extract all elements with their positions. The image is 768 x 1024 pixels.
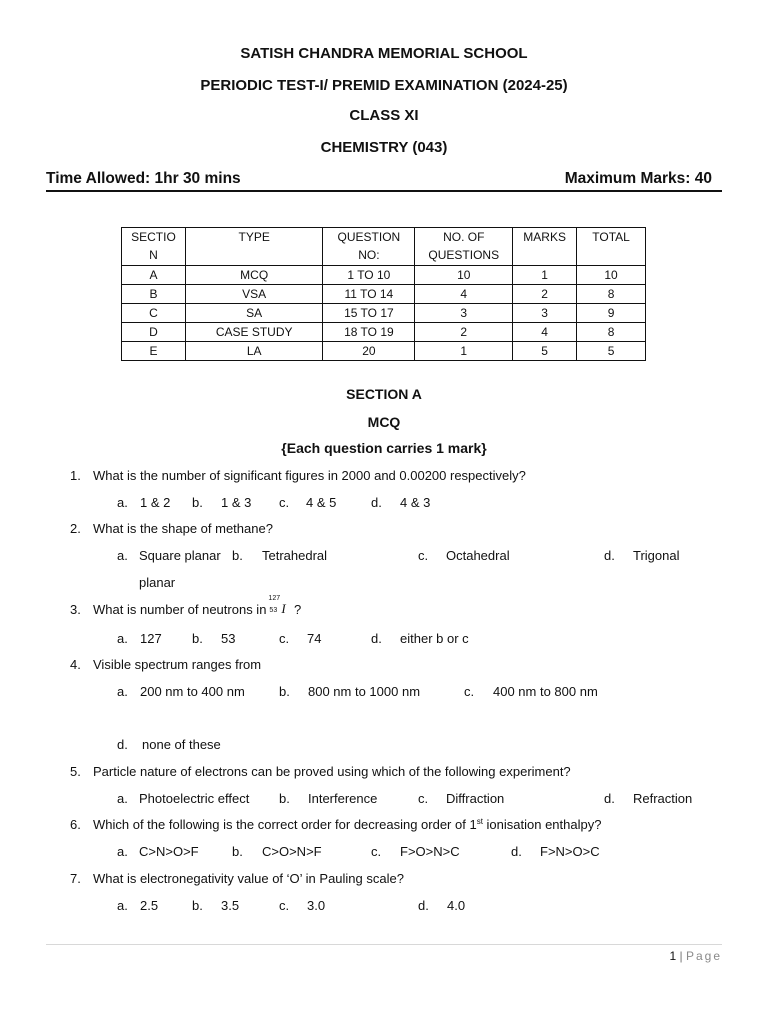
section-type: MCQ <box>367 414 401 430</box>
header-type: TYPE <box>185 228 323 266</box>
option-marker: c. <box>371 844 382 859</box>
option-marker: a. <box>117 791 128 806</box>
option-marker: d. <box>604 548 615 563</box>
option-text: Interference <box>308 791 378 806</box>
option-text: Refraction <box>633 791 693 806</box>
option-marker: a. <box>117 898 128 913</box>
option-text: 200 nm to 400 nm <box>140 684 245 699</box>
option-marker: b. <box>232 548 243 563</box>
option-marker: c. <box>464 684 475 699</box>
table-cell: D <box>122 323 186 342</box>
option-marker: b. <box>192 898 203 913</box>
school-name: SATISH CHANDRA MEMORIAL SCHOOL <box>240 45 528 62</box>
table-cell: 2 <box>415 323 513 342</box>
option-text: 400 nm to 800 nm <box>493 684 598 699</box>
option-text: 127 <box>140 631 162 646</box>
section-summary-table <box>121 227 646 361</box>
header-total: TOTAL <box>577 228 646 266</box>
question-text: What is number of neutrons in 127 53 I ? <box>93 594 302 617</box>
option-marker: c. <box>418 791 429 806</box>
option-marker: a. <box>117 495 128 510</box>
table-row <box>122 342 646 361</box>
table-cell: VSA <box>185 285 323 304</box>
table-cell: 4 <box>513 323 577 342</box>
table-cell: CASE STUDY <box>185 323 323 342</box>
question-text: What is the shape of methane? <box>93 521 273 536</box>
subject-label: CHEMISTRY (043) <box>320 139 448 156</box>
question-number: 3. <box>70 602 81 617</box>
table-cell: 10 <box>577 266 646 285</box>
option-marker: d. <box>371 495 382 510</box>
header-marks: MARKS <box>513 228 577 266</box>
question-text: What is electronegativity value of ‘O’ in Pauling scale? <box>93 871 404 886</box>
option-text: 2.5 <box>140 898 159 913</box>
header-divider <box>46 190 722 192</box>
option-text: 4.0 <box>447 898 466 913</box>
footer-divider <box>46 944 722 945</box>
option-text: Photoelectric effect <box>139 791 250 806</box>
table-cell: 1 <box>513 266 577 285</box>
table-cell: 20 <box>323 342 415 361</box>
table-cell: 11 TO 14 <box>323 285 415 304</box>
header-question-no: QUESTION NO: <box>323 228 415 266</box>
option-text-wrap: planar <box>139 575 176 590</box>
question-text: Visible spectrum ranges from <box>93 657 262 672</box>
option-marker: a. <box>117 844 128 859</box>
table-cell: B <box>122 285 186 304</box>
table-cell: 18 TO 19 <box>323 323 415 342</box>
table-cell: A <box>122 266 186 285</box>
option-text: 1 & 3 <box>221 495 252 510</box>
maximum-marks: Maximum Marks: 40 <box>564 170 712 187</box>
option-text: Octahedral <box>446 548 510 563</box>
table-row <box>122 323 646 342</box>
footer-separator: | <box>679 949 683 963</box>
option-marker: b. <box>279 684 290 699</box>
option-text: either b or c <box>400 631 469 646</box>
option-text: F>O>N>C <box>400 844 460 859</box>
option-text: 4 & 5 <box>306 495 337 510</box>
option-marker: c. <box>418 548 429 563</box>
table-cell: 10 <box>415 266 513 285</box>
table-cell: 3 <box>513 304 577 323</box>
table-row <box>122 304 646 323</box>
option-text: Trigonal <box>633 548 680 563</box>
option-marker: b. <box>232 844 243 859</box>
question-number: 6. <box>70 817 81 832</box>
table-cell: SA <box>185 304 323 323</box>
question-text: Which of the following is the correct order for decreasing order of 1st ionisation enthalpy? <box>93 817 602 832</box>
option-text: 3.5 <box>221 898 240 913</box>
option-text: F>N>O>C <box>540 844 600 859</box>
section-title: SECTION A <box>346 386 422 402</box>
option-marker: b. <box>192 495 203 510</box>
table-cell: LA <box>185 342 323 361</box>
option-text: none of these <box>142 737 221 752</box>
option-marker: a. <box>117 631 128 646</box>
table-cell: 1 <box>415 342 513 361</box>
table-row <box>122 285 646 304</box>
option-text: Tetrahedral <box>262 548 328 563</box>
table-cell: 3 <box>415 304 513 323</box>
question-number: 7. <box>70 871 81 886</box>
table-cell: 2 <box>513 285 577 304</box>
option-marker: d. <box>511 844 522 859</box>
table-row <box>122 266 646 285</box>
class-label: CLASS XI <box>349 107 419 124</box>
page-footer <box>669 949 722 963</box>
table-cell: E <box>122 342 186 361</box>
table-cell: MCQ <box>185 266 323 285</box>
option-marker: d. <box>117 737 128 752</box>
table-cell: 5 <box>577 342 646 361</box>
section-note: {Each question carries 1 mark} <box>281 440 487 456</box>
option-text: C>N>O>F <box>139 844 199 859</box>
option-marker: c. <box>279 631 290 646</box>
option-marker: d. <box>604 791 615 806</box>
question-number: 4. <box>70 657 81 672</box>
question-number: 1. <box>70 468 81 483</box>
question-text: Particle nature of electrons can be proved using which of the following experiment? <box>93 764 571 779</box>
exam-title: PERIODIC TEST-I/ PREMID EXAMINATION (2024-25) <box>200 77 568 94</box>
option-marker: c. <box>279 898 290 913</box>
table-cell: 15 TO 17 <box>323 304 415 323</box>
option-text: 800 nm to 1000 nm <box>308 684 421 699</box>
option-marker: d. <box>418 898 429 913</box>
option-marker: a. <box>117 548 128 563</box>
header-section: SECTIO N <box>122 228 186 266</box>
table-cell: 1 TO 10 <box>323 266 415 285</box>
option-marker: b. <box>192 631 203 646</box>
page-number: 1 <box>669 949 677 963</box>
option-text: C>O>N>F <box>262 844 322 859</box>
option-marker: b. <box>279 791 290 806</box>
table-cell: 8 <box>577 323 646 342</box>
option-text: 1 & 2 <box>140 495 171 510</box>
option-text: Square planar <box>139 548 221 563</box>
question-text: What is the number of significant figures in 2000 and 0.00200 respectively? <box>93 468 526 483</box>
option-text: Diffraction <box>446 791 505 806</box>
table-header-row <box>122 228 646 266</box>
question-number: 5. <box>70 764 81 779</box>
question-number: 2. <box>70 521 81 536</box>
table-cell: 8 <box>577 285 646 304</box>
table-cell: C <box>122 304 186 323</box>
page-label: Page <box>685 949 722 963</box>
option-marker: c. <box>279 495 290 510</box>
option-text: 3.0 <box>307 898 326 913</box>
iodine-nuclide-notation: 127 53 I <box>268 594 286 616</box>
table-cell: 4 <box>415 285 513 304</box>
option-marker: d. <box>371 631 382 646</box>
option-marker: a. <box>117 684 128 699</box>
time-allowed: Time Allowed: 1hr 30 mins <box>46 170 241 187</box>
table-cell: 5 <box>513 342 577 361</box>
option-text: 74 <box>307 631 322 646</box>
header-no-of-questions: NO. OF QUESTIONS <box>415 228 513 266</box>
option-text: 4 & 3 <box>400 495 431 510</box>
option-text: 53 <box>221 631 236 646</box>
table-cell: 9 <box>577 304 646 323</box>
